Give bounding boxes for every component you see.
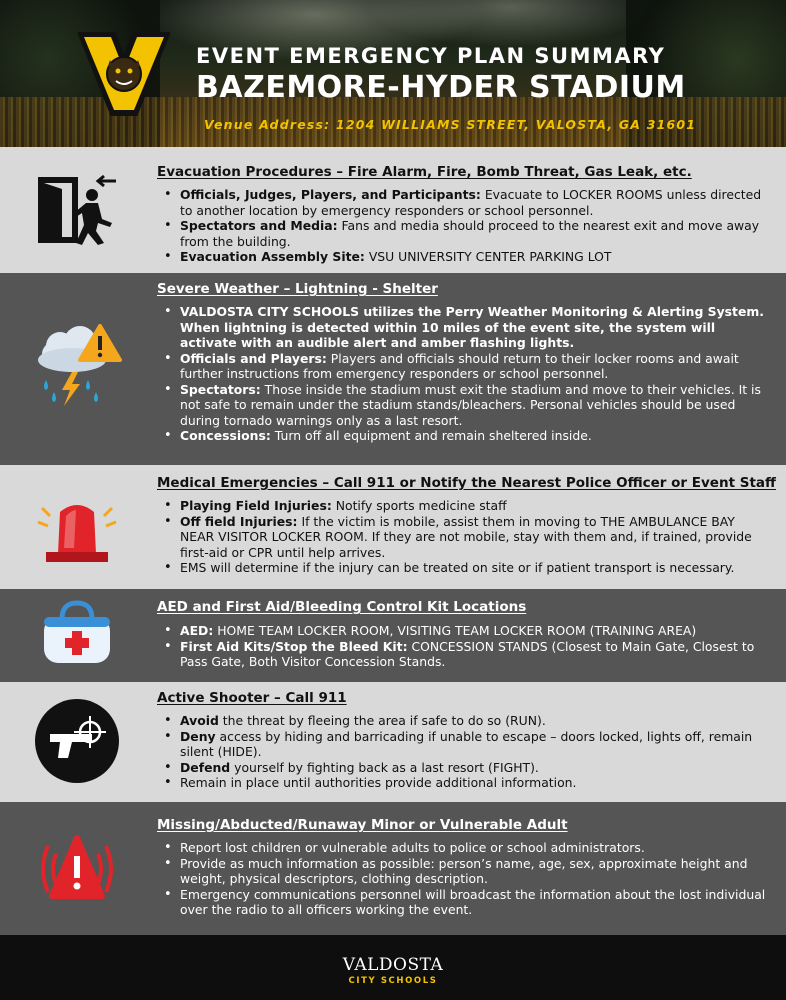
list-item: • EMS will determine if the injury can be treated on site or if patient transport is necessary. xyxy=(162,560,772,576)
evacuation-exit-icon xyxy=(30,163,124,257)
list-item: • Defend yourself by fighting back as a last resort (FIGHT). xyxy=(162,760,772,776)
section-missing-person xyxy=(0,802,786,935)
section-list xyxy=(162,498,772,576)
section-title: AED and First Aid/Bleeding Control Kit Locations xyxy=(157,599,527,615)
footer-logo-line2: CITY SCHOOLS xyxy=(348,976,438,986)
emergency-siren-icon xyxy=(30,481,124,575)
list-item: • Spectators: Those inside the stadium must exit the stadium and move to their vehicles. It is not safe to remain under the stadium stands/bleachers. Personal vehicles should be used during tornado warnings only as a last resort. xyxy=(162,382,772,429)
list-item: • Concessions: Turn off all equipment and remain sheltered inside. xyxy=(162,428,772,444)
list-item: • Evacuation Assembly Site: VSU UNIVERSITY CENTER PARKING LOT xyxy=(162,249,772,265)
list-item: • Avoid the threat by fleeing the area if safe to do so (RUN). xyxy=(162,713,772,729)
list-item: • Spectators and Media: Fans and media should proceed to the nearest exit and move away from the building. xyxy=(162,218,772,249)
section-medical-emergencies xyxy=(0,465,786,589)
footer-logo-line1: VALDOSTA xyxy=(342,955,444,975)
list-item: • Officials and Players: Players and officials should return to their locker rooms and await further instructions from emergency responders or school personnel. xyxy=(162,351,772,382)
list-item: • AED: HOME TEAM LOCKER ROOM, VISITING TEAM LOCKER ROOM (TRAINING AREA) xyxy=(162,623,772,639)
section-severe-weather xyxy=(0,273,786,465)
header-title-line2: BAZEMORE-HYDER STADIUM xyxy=(196,70,686,105)
list-item: • Provide as much information as possible: person’s name, age, sex, approximate height and weight, physical descriptors, clothing description. xyxy=(162,856,772,887)
list-item: • Playing Field Injuries: Notify sports medicine staff xyxy=(162,498,772,514)
section-title: Missing/Abducted/Runaway Minor or Vulnerable Adult xyxy=(157,817,568,833)
list-item: • Report lost children or vulnerable adults to police or school administrators. xyxy=(162,840,772,856)
venue-address: Venue Address: 1204 WILLIAMS STREET, VALOSTA, GA 31601 xyxy=(204,117,697,132)
section-title: Severe Weather – Lightning - Shelter xyxy=(157,281,438,297)
section-list xyxy=(162,713,772,791)
first-aid-bag-icon xyxy=(30,589,124,683)
list-item: • VALDOSTA CITY SCHOOLS utilizes the Perry Weather Monitoring & Alerting System. When lightning is detected within 10 miles of the event site, the system will activate with an audible alert and amber flashing lights. xyxy=(162,304,772,351)
list-item: • Deny access by hiding and barricading if unable to escape – doors locked, lights off, remain silent (HIDE). xyxy=(162,729,772,760)
section-list xyxy=(162,187,772,265)
section-active-shooter xyxy=(0,682,786,802)
list-item: • Officials, Judges, Players, and Participants: Evacuate to LOCKER ROOMS unless directed to another location by emergency responders or school personnel. xyxy=(162,187,772,218)
header-title-line1: EVENT EMERGENCY PLAN SUMMARY xyxy=(196,44,666,68)
section-list xyxy=(162,840,772,918)
section-list xyxy=(162,623,772,670)
section-title: Evacuation Procedures – Fire Alarm, Fire, Bomb Threat, Gas Leak, etc. xyxy=(157,164,692,180)
storm-warning-icon xyxy=(30,323,124,417)
gun-target-icon xyxy=(30,694,124,788)
list-item: • Emergency communications personnel will broadcast the information about the lost individual over the radio to all officers working the event. xyxy=(162,887,772,918)
list-item: • Off field Injuries: If the victim is mobile, assist them in moving to THE AMBULANCE BAY NEAR VISITOR LOCKER ROOM. If they are not mobile, stay with them and, if trained, provide first-aid or CPR until help arrives. xyxy=(162,514,772,561)
list-item: • Remain in place until authorities provide additional information. xyxy=(162,775,772,791)
header-banner xyxy=(0,0,786,147)
alarm-warning-icon xyxy=(30,822,124,916)
section-list xyxy=(162,304,772,444)
section-evacuation xyxy=(0,147,786,273)
valdosta-city-schools-logo xyxy=(318,955,468,986)
section-title: Active Shooter – Call 911 xyxy=(157,690,347,706)
section-aed-first-aid xyxy=(0,589,786,682)
valdosta-v-logo xyxy=(78,30,170,118)
list-item: • First Aid Kits/Stop the Bleed Kit: CONCESSION STANDS (Closest to Main Gate, Closest to Pass Gate, Both Visitor Concession Stands. xyxy=(162,639,772,670)
section-title: Medical Emergencies – Call 911 or Notify the Nearest Police Officer or Event Staff xyxy=(157,475,776,491)
